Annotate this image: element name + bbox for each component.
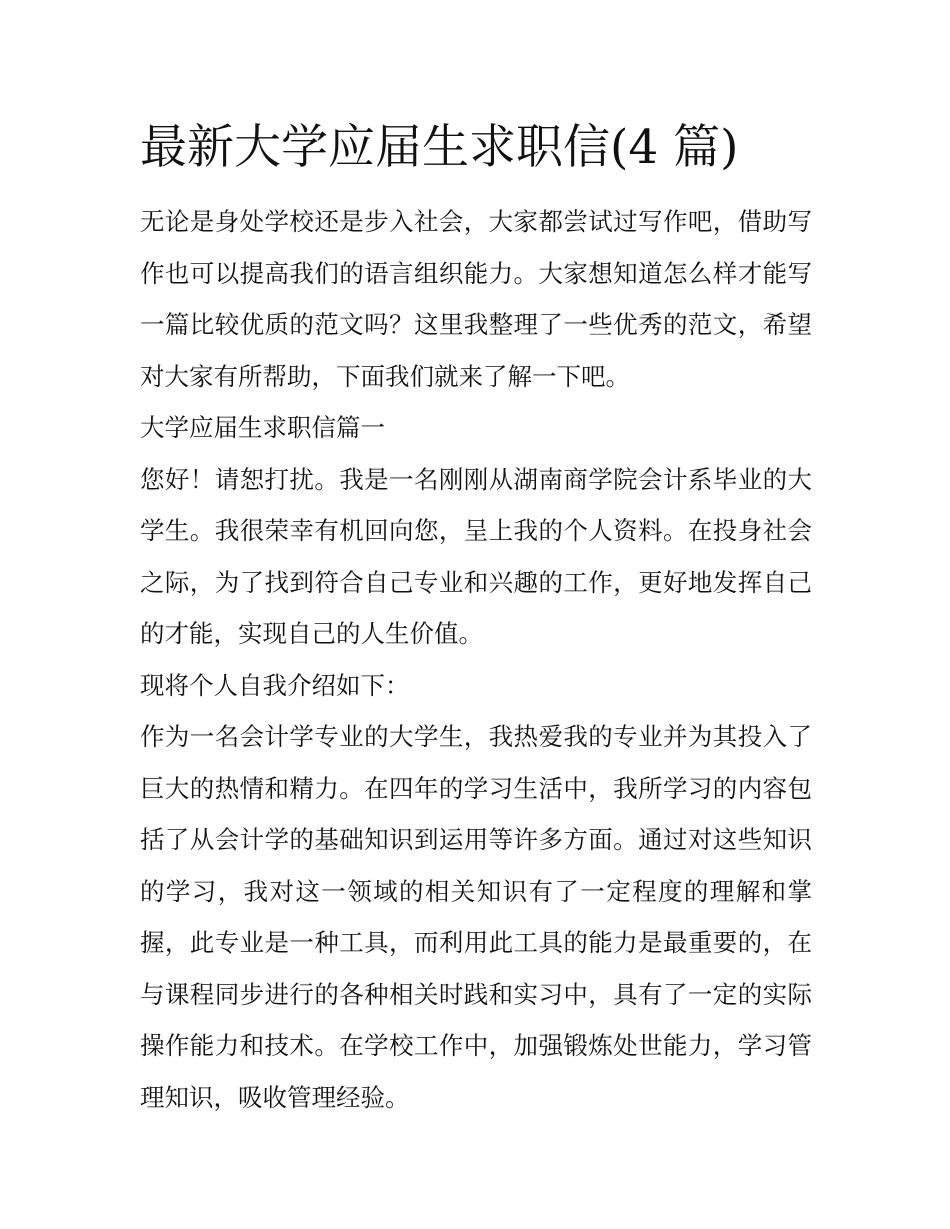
paragraph-greeting: 您好！请恕打扰。我是一名刚刚从湖南商学院会计系毕业的大学生。我很荣幸有机回向您，呈上我的个人资料。在投身社会之际，为了找到符合自己专业和兴趣的工作，更好地发挥自己的才能，实现自己的人生价值。 <box>140 464 812 648</box>
document-title: 最新大学应届生求职信(4 篇) <box>140 120 739 175</box>
document-body <box>140 196 812 1123</box>
paragraph-profile: 作为一名会计学专业的大学生，我热爱我的专业并为其投入了巨大的热情和精力。在四年的学习生活中，我所学习的内容包括了从会计学的基础知识到运用等许多方面。通过对这些知识的学习，我对这一领域的相关知识有了一定程度的理解和掌握，此专业是一种工具，而利用此工具的能力是最重要的，在与课程同步进行的各种相关时践和实习中，具有了一定的实际操作能力和技术。在学校工作中，加强锻炼处世能力，学习管理知识，吸收管理经验。 <box>140 722 812 1112</box>
section-heading: 大学应届生求职信篇一 <box>140 413 385 442</box>
paragraph-intro: 无论是身处学校还是步入社会，大家都尝试过写作吧，借助写作也可以提高我们的语言组织能力。大家想知道怎么样才能写一篇比较优质的范文吗？这里我整理了一些优秀的范文，希望对大家有所帮助，下面我们就来了解一下吧。 <box>140 207 812 391</box>
paragraph-intro-line: 现将个人自我介绍如下： <box>140 670 410 700</box>
